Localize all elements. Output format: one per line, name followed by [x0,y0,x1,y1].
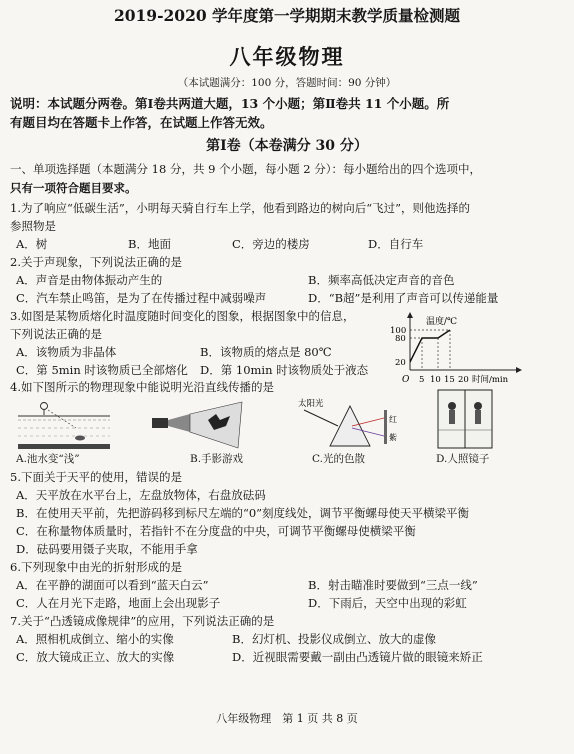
q2-option-d: D．“B超”是利用了声音可以传递能量 [308,291,499,305]
q1-option-d: D．自行车 [368,237,424,251]
section-title: 第Ⅰ卷（本卷满分 30 分） [206,138,368,154]
instructions-line-2: 有题目均在答题卡上作答，在试题上作答无效。 [10,115,273,130]
q5-option-c: C．在称量物体质量时，若指针不在分度盘的中央，可调节平衡螺母使横梁平衡 [16,524,416,538]
q4-option-a: A.池水变“浅” [16,453,80,465]
label-violet: 紫 [389,433,397,442]
q1-stem-line-2: 参照物是 [10,219,56,233]
q4-option-b: B.手影游戏 [190,453,244,465]
q2-stem: 2.关于声现象，下列说法正确的是 [10,255,182,269]
q6-stem: 6.下列现象中由光的折射形成的是 [10,560,182,574]
graph-origin: O [402,375,410,385]
graph-xlabel: 时间/min [472,375,509,385]
q2-option-b: B．频率高低决定声音的音色 [308,273,455,287]
q1-option-a: A．树 [16,237,48,251]
q7-option-b: B．幻灯机、投影仪成倒立、放大的虚像 [232,632,436,646]
section-intro-line-2: 只有一项符合题目要求。 [10,181,137,195]
q5-stem: 5.下面关于天平的使用，错误的是 [10,470,182,484]
q1-option-b: B．地面 [128,237,171,251]
figure-mirror [432,386,498,452]
q3-stem-line-2: 下列说法正确的是 [10,327,102,341]
q5-option-a: A．天平放在水平台上，左盘放物体，右盘放砝码 [16,488,266,502]
graph-ylabel: 温度/℃ [426,317,458,327]
graph-xtick-5: 5 [419,375,425,385]
graph-xtick-15: 15 [444,375,455,385]
figure-hand-shadow [150,398,250,452]
label-red: 红 [389,415,397,424]
q6-option-b: B．射击瞄准时要做到“三点一线” [308,578,478,592]
q3-option-c: C．第 5min 时该物质已全部熔化 [16,363,188,377]
q7-option-c: C．放大镜成正立、放大的实像 [16,650,175,664]
q4-option-d: D.人照镜子 [436,453,490,465]
instructions-line-1: 说明：本试题分两卷。第Ⅰ卷共两道大题，13 个小题；第Ⅱ卷共 11 个小题。所 [10,96,450,111]
q6-option-d: D．下雨后，天空中出现的彩虹 [308,596,467,610]
exam-meta: （本试题满分：100 分，答题时间：90 分钟） [177,77,397,89]
page-footer: 八年级物理 第 1 页 共 8 页 [216,712,358,725]
figure-prism-dispersion [290,396,400,454]
melting-graph [388,312,528,388]
subject-title: 八年级物理 [229,44,345,69]
figure-pool-water [14,398,114,452]
q1-stem-line-1: 1.为了响应“低碳生活”，小明每天骑自行车上学，他看到路边的树向后“飞过”，则他选择的 [10,201,470,215]
q3-option-b: B．该物质的熔点是 80℃ [200,345,332,359]
q4-option-c: C.光的色散 [312,453,365,465]
q3-option-a: A．该物质为非晶体 [16,345,117,359]
q7-option-a: A．照相机成倒立、缩小的实像 [16,632,174,646]
graph-ytick-80: 80 [395,334,406,344]
q4-stem: 4.如下图所示的物理现象中能说明光沿直线传播的是 [10,380,274,394]
q2-option-a: A．声音是由物体振动产生的 [16,273,163,287]
q3-stem-line-1: 3.如图是某物质熔化时温度随时间变化的图象，根据图象中的信息， [10,309,355,323]
section-intro-line-1: 一、单项选择题（本题满分 18 分，共 9 个小题，每小题 2 分）：每小题给出的四个选项中， [10,162,481,176]
q7-stem: 7.关于“凸透镜成像规律”的应用，下列说法正确的是 [10,614,275,628]
q3-option-d: D．第 10min 时该物质处于液态 [200,363,369,377]
graph-ytick-100: 100 [390,326,407,336]
q6-option-c: C．人在月光下走路，地面上会出现影子 [16,596,221,610]
graph-xtick-10: 10 [430,375,441,385]
graph-xtick-20: 20 [458,375,469,385]
q5-option-d: D．砝码要用镊子夹取，不能用手拿 [16,542,198,556]
q1-option-c: C．旁边的楼房 [232,237,310,251]
q5-option-b: B．在使用天平前，先把游码移到标尺左端的“0”刻度线处，调节平衡螺母使天平横梁平衡 [16,506,470,520]
q7-option-d: D．近视眼需要戴一副由凸透镜片做的眼镜来矫正 [232,650,483,664]
label-sunlight: 太阳光 [298,399,324,409]
q6-option-a: A．在平静的湖面可以看到“蓝天白云” [16,578,209,592]
exam-title: 2019-2020 学年度第一学期期末教学质量检测题 [113,6,461,25]
graph-ytick-20: 20 [395,358,406,368]
q2-option-c: C．汽车禁止鸣笛，是为了在传播过程中减弱噪声 [16,291,267,305]
